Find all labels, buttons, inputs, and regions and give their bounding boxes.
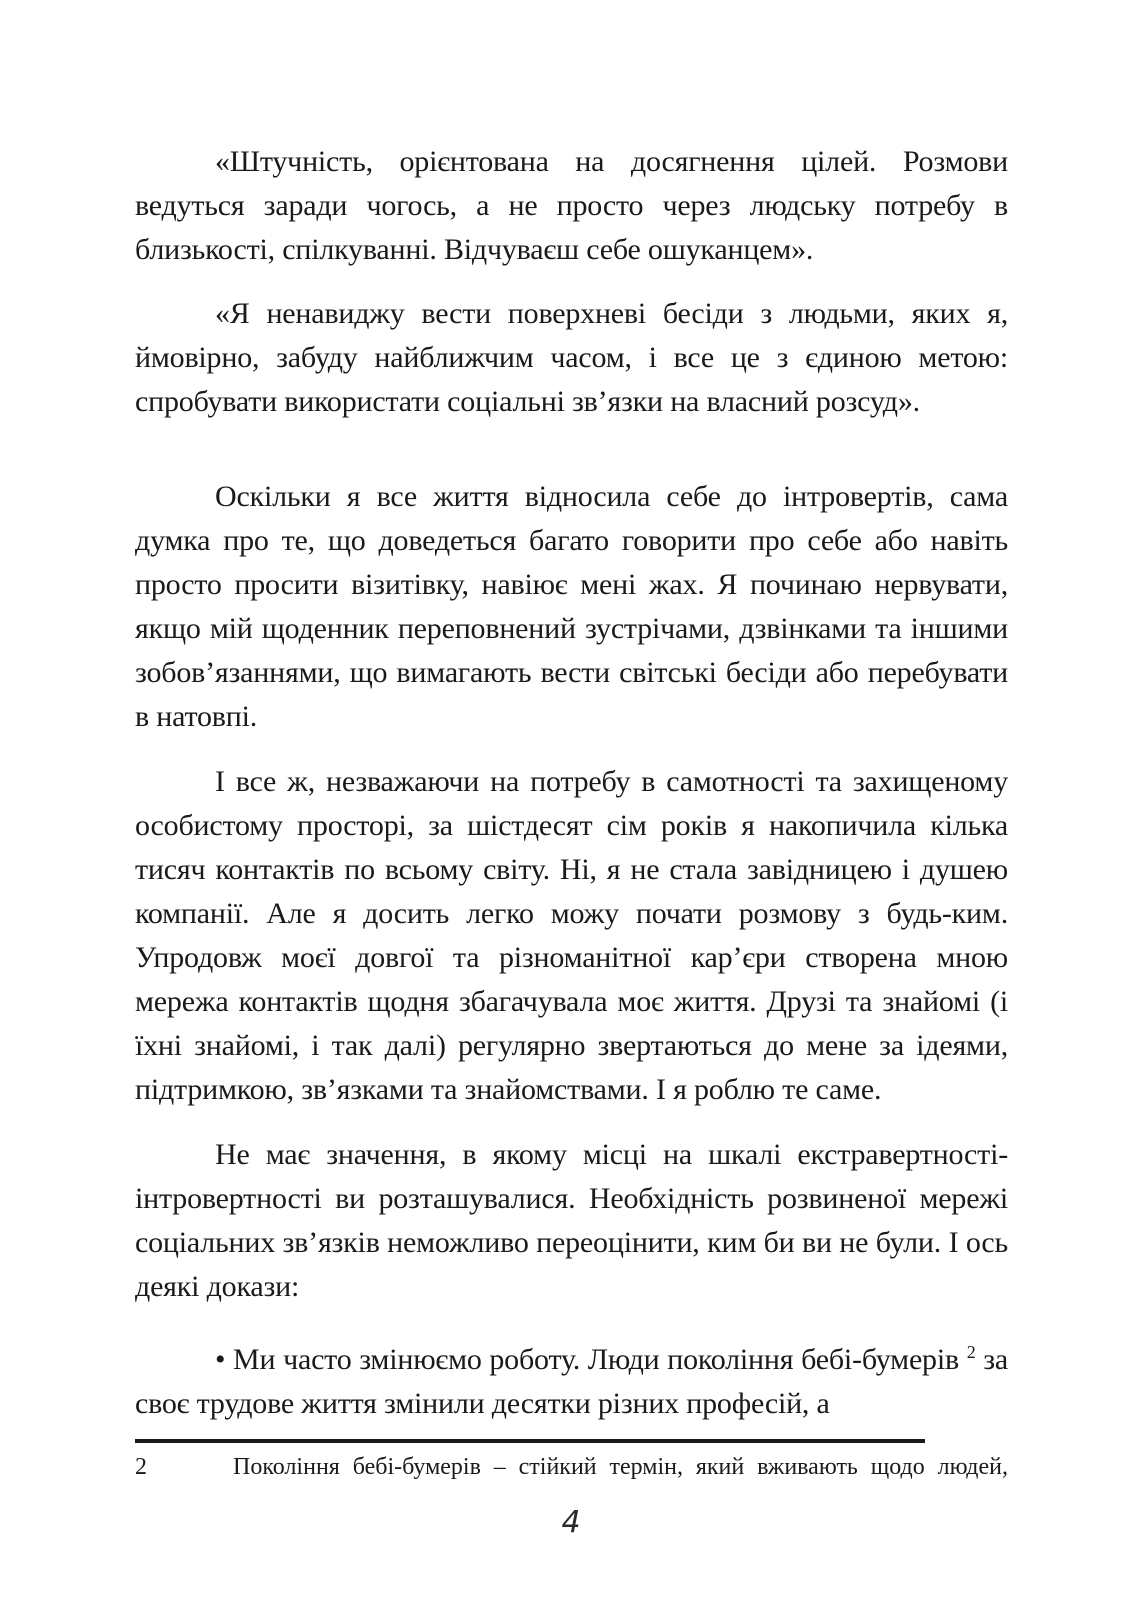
body-paragraph: І все ж, незважаючи на потребу в самотності та захищеному особистому просторі, за шістдесят сім років я накопичила кілька тисяч контактів по всьому світу. Ні, я не стала завідницею і душею компанії. Але я досить легко можу почати розмову з будь-ким. Упродовж моєї довгої та різноманітної кар’єри створена мною мережа контактів щодня збагачувала моє життя. Друзі та знайомі (і їхні знайомі, і так далі) регулярно звертаються до мене за ідеями, підтримкою, зв’язками та знайомствами. І я роблю те саме. <box>135 765 1008 1106</box>
footnote-text: Покоління бебі-бумерів – стійкий термін, який вживають щодо людей, <box>233 1454 1008 1480</box>
bullet-text: Ми часто змінюємо роботу. Люди покоління бебі-бумерів <box>233 1343 959 1376</box>
bullet-text-continued: за своє трудове життя змінили десятки різних професій, а <box>135 1343 1008 1420</box>
quote-paragraph: «Штучність, орієнтована на досягнення цілей. Розмови ведуться заради чогось, а не просто через людську потребу в близькості, спілкуванні. Відчуваєш себе ошуканцем». <box>135 145 1008 266</box>
footnote-number: 2 <box>135 1454 147 1480</box>
footnote <box>135 1450 1008 1484</box>
main-text <box>135 475 1008 1447</box>
bullet-paragraph <box>135 1330 1008 1426</box>
footnote-divider <box>135 1439 925 1443</box>
footnote-reference: 2 <box>966 1342 976 1362</box>
body-paragraph: Не має значення, в якому місці на шкалі екстравертності-інтровертності ви розташувалися. Необхідність розвиненої мережі соціальних зв’язків неможливо переоцінити, ким би ви не були. І ось деякі докази: <box>135 1138 1008 1303</box>
quote-block <box>135 140 1008 444</box>
body-paragraph: Оскільки я все життя відносила себе до інтровертів, сама думка про те, що доведеться багато говорити про себе або навіть просто просити візитівку, навіює мені жах. Я починаю нервувати, якщо мій щоденник переповнений зустрічами, дзвінками та іншими зобов’язаннями, що вимагають вести світські бесіди або перебувати в натовпі. <box>135 480 1008 733</box>
quote-paragraph: «Я ненавиджу вести поверхневі бесіди з людьми, яких я, ймовірно, забуду найближчим часом, і все це з єдиною метою: спробувати використати соціальні зв’язки на власний розсуд». <box>135 297 1008 418</box>
bullet-marker: • <box>215 1343 226 1376</box>
page-number: 4 <box>561 1505 581 1540</box>
